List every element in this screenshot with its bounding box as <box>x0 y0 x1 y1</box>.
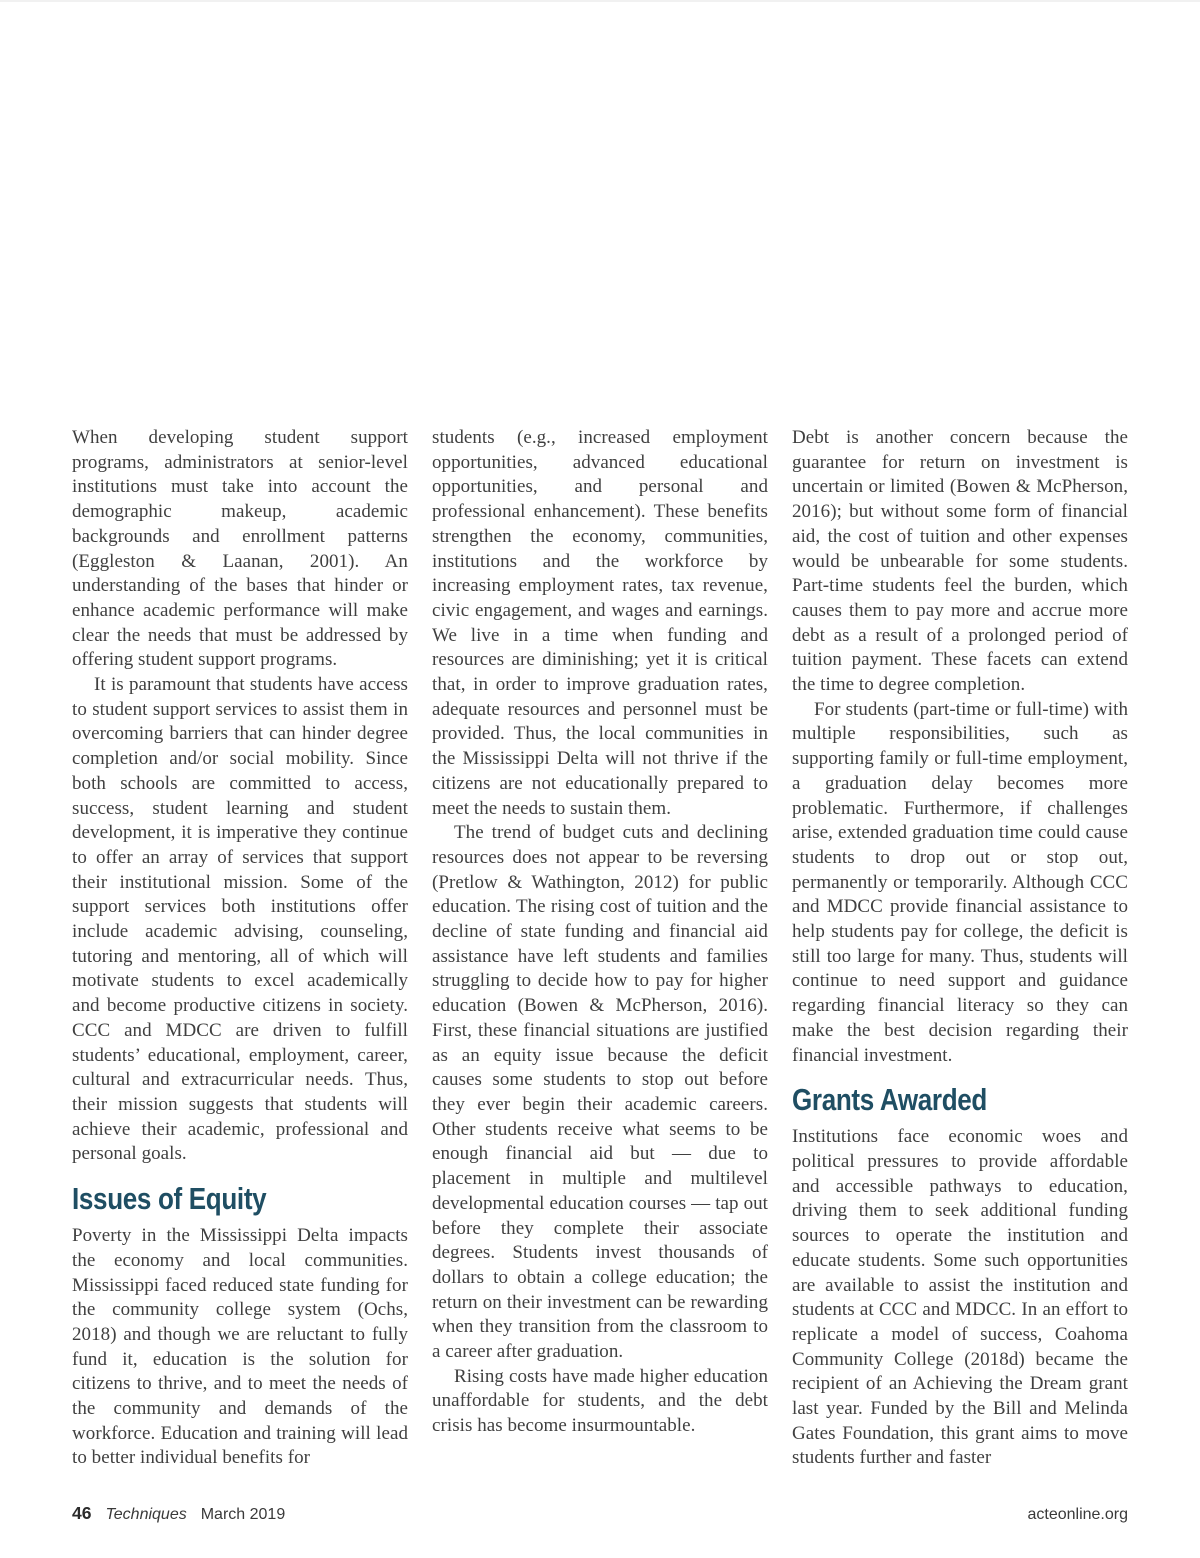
article-columns <box>72 426 1128 1471</box>
page-footer <box>72 1503 1128 1524</box>
page-number: 46 <box>72 1503 92 1523</box>
magazine-title: Techniques <box>105 1506 187 1523</box>
body-paragraph: students (e.g., increased employment opportunities, advanced educational opportunities, and personal and professional enhancement). These benefits strengthen the economy, communities, institutions and the workforce by increasing employment rates, tax revenue, civic engagement, and wages and earnings. We live in a time when funding and resources are diminishing; yet it is critical that, in order to improve graduation rates, adequate resources and personnel must be provided. Thus, the local communities in the Mississippi Delta will not thrive if the citizens are not educationally prepared to meet the needs to sustain them. <box>432 427 768 819</box>
article-column-3 <box>792 426 1128 1471</box>
body-paragraph: For students (part-time or full-time) with multiple responsibilities, such as supporting family or full-time employment, a graduation delay becomes more problematic. Furthermore, if challenges arise, extended graduation time could cause students to drop out or stop out, permanently or temporarily. Although CCC and MDCC provide financial assistance to help students pay for college, the deficit is still too large for many. Thus, students will continue to need support and guidance regarding financial literacy so they can make the best decision regarding their financial investment. <box>792 698 1128 1066</box>
website-url: acteonline.org <box>1027 1506 1128 1523</box>
issue-date: March 2019 <box>200 1506 286 1523</box>
article-column-2 <box>432 426 768 1471</box>
section-heading-label: Grants Awarded <box>792 1082 987 1118</box>
body-paragraph: Institutions face economic woes and political pressures to provide affordable and accessible pathways to education, driving them to seek additional funding sources to operate the institution and educate students. Some such opportunities are available to assist the institution and students at CCC and MDCC. In an effort to replicate a model of success, Coahoma Community College (2018d) became the recipient of an Achieving the Dream grant last year. Funded by the Bill and Melinda Gates Foundation, this grant aims to move students further and faster <box>792 1126 1128 1469</box>
body-paragraph: Poverty in the Mississippi Delta impacts the economy and local communities. Mississippi faced reduced state funding for the community college system (Ochs, 2018) and though we are reluctant to fully fund it, education is the solution for citizens to thrive, and to meet the needs of the community and demands of the workforce. Education and training will lead to better individual benefits for <box>72 1225 408 1469</box>
body-paragraph: It is paramount that students have access to student support services to assist them in overcoming barriers that can hinder degree completion and/or social mobility. Since both schools are committed to access, success, student learning and student development, it is imperative they continue to offer an array of services that support their institutional mission. Some of the support services both institutions offer include academic advising, counseling, tutoring and mentoring, all of which will motivate students to excel academically and become productive citizens in society. CCC and MDCC are driven to fulfill students’ educational, employment, career, cultural and extracurricular needs. Thus, their mission suggests that students will achieve their academic, professional and personal goals. <box>72 674 408 1165</box>
section-heading <box>792 1083 1128 1120</box>
section-heading <box>72 1182 408 1219</box>
section-heading-label: Issues of Equity <box>72 1181 267 1217</box>
body-paragraph: Rising costs have made higher education unaffordable for students, and the debt crisis has become insurmountable. <box>432 1365 768 1437</box>
body-paragraph: When developing student support programs, administrators at senior-level institutions must take into account the demographic makeup, academic backgrounds and enrollment patterns (Eggleston & Laanan, 2001). An understanding of the bases that hinder or enhance academic performance will make clear the needs that must be addressed by offering student support programs. <box>72 427 408 671</box>
article-column-1 <box>72 426 408 1471</box>
body-paragraph: Debt is another concern because the guarantee for return on investment is uncertain or limited (Bowen & McPherson, 2016); but without some form of financial aid, the cost of tuition and other expenses would be unbearable for some students. Part-time students feel the burden, which causes them to pay more and accrue more debt as a result of a prolonged period of tuition payment. These facets can extend the time to degree completion. <box>792 427 1128 696</box>
body-paragraph: The trend of budget cuts and declining resources does not appear to be reversing (Pretlow & Wathington, 2012) for public education. The rising cost of tuition and the decline of state funding and financial aid assistance have left students and families struggling to decide how to pay for higher education (Bowen & McPherson, 2016). First, these financial situations are justified as an equity issue because the deficit causes some students to stop out before they ever begin their academic careers. Other students receive what seems to be enough financial aid but — due to placement in multiple and multilevel developmental education courses — tap out before they complete their associate degrees. Students invest thousands of dollars to obtain a college education; the return on their investment can be rewarding when they transition from the classroom to a career after graduation. <box>432 822 768 1363</box>
footer-left <box>72 1503 285 1524</box>
